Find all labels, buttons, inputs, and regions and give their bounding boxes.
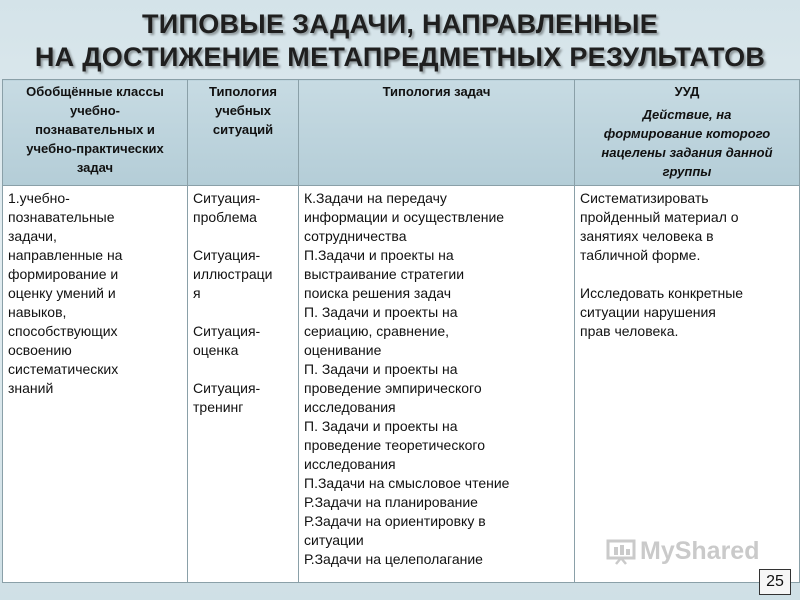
text-line: оценка (193, 342, 239, 358)
text-line: Ситуация- (193, 323, 261, 339)
text-line: формирование которого (603, 126, 771, 141)
text-line: Ситуация- (193, 380, 261, 396)
cell-task-class (3, 186, 188, 583)
text-line: выстраивание стратегии (304, 266, 465, 282)
table-header-row (3, 80, 800, 186)
text-line: Р.Задачи на целеполагание (304, 551, 483, 567)
text-line: Исследовать конкретные (580, 285, 744, 301)
text-line: систематических (8, 361, 119, 377)
text-line: поиска решения задач (304, 285, 452, 301)
text-line: информации и осуществление (304, 209, 505, 225)
text-line: оценку умений и (8, 285, 116, 301)
text-line: учебных (214, 103, 272, 118)
watermark-text: MyShared (640, 537, 760, 565)
text-line: П.Задачи и проекты на (304, 247, 454, 263)
text-line: ситуации нарушения (580, 304, 716, 320)
slide-title (0, 8, 800, 74)
cell-task-types-text (299, 186, 574, 572)
text-line: учебно- (70, 103, 120, 118)
text-line: формирование и (8, 266, 119, 282)
text-line: Обобщённые классы (26, 84, 164, 99)
text-line: задачи, (8, 228, 57, 244)
text-line: сериацию, сравнение, (304, 323, 450, 339)
header-uud-title: УУД (674, 84, 700, 99)
text-line: иллюстраци (193, 266, 273, 282)
text-line: проведение эмпирического (304, 380, 482, 396)
header-situation-typology-text (188, 80, 298, 141)
text-line: П.Задачи на смысловое чтение (304, 475, 510, 491)
text-line: направленные на (8, 247, 123, 263)
text-line: пройденный материал о (580, 209, 739, 225)
text-line: навыков, (8, 304, 67, 320)
text-line: нацелены задания данной (601, 145, 773, 160)
text-line: исследования (304, 399, 396, 415)
text-line: тренинг (193, 399, 244, 415)
text-line: ситуации (304, 532, 364, 548)
header-uud-subtitle (579, 105, 795, 181)
text-line: сотрудничества (304, 228, 407, 244)
cell-situation-types-text (188, 186, 298, 420)
text-line: Действие, на (642, 107, 732, 122)
text-line: Систематизировать (580, 190, 709, 206)
page-number: 25 (759, 569, 791, 595)
text-line: проблема (193, 209, 257, 225)
text-line: прав человека. (580, 323, 679, 339)
text-line: я (193, 285, 201, 301)
text-line: Типология (209, 84, 277, 99)
text-line: Р.Задачи на планирование (304, 494, 478, 510)
text-line: Ситуация- (193, 190, 261, 206)
text-line: табличной форме. (580, 247, 701, 263)
header-task-typology (299, 80, 575, 186)
text-line: К.Задачи на передачу (304, 190, 447, 206)
title-line-2: НА ДОСТИЖЕНИЕ МЕТАПРЕДМЕТНЫХ РЕЗУЛЬТАТОВ (34, 42, 766, 72)
text-line: 1.учебно- (8, 190, 70, 206)
text-line: освоению (8, 342, 72, 358)
text-line: оценивание (304, 342, 382, 358)
cell-uud-actions-text (575, 186, 799, 344)
text-line: знаний (8, 380, 54, 396)
text-line: задач (76, 160, 114, 175)
text-line: способствующих (8, 323, 118, 339)
text-line: Р.Задачи на ориентировку в (304, 513, 486, 529)
text-line: учебно-практических (26, 141, 164, 156)
text-line: ситуаций (212, 122, 274, 137)
text-line: П. Задачи и проекты на (304, 304, 458, 320)
text-line: познавательные (8, 209, 115, 225)
text-line: Ситуация- (193, 247, 261, 263)
table-row (3, 186, 800, 583)
cell-task-class-text (3, 186, 187, 401)
presentation-icon (606, 539, 636, 565)
text-line: группы (662, 164, 712, 179)
text-line: занятиях человека в (580, 228, 714, 244)
text-line: проведение теоретического (304, 437, 485, 453)
header-situation-typology (188, 80, 299, 186)
header-generalized-classes-text (3, 80, 187, 179)
title-line-1: ТИПОВЫЕ ЗАДАЧИ, НАПРАВЛЕННЫЕ (141, 9, 659, 39)
watermark (606, 537, 759, 566)
text-line: познавательных и (35, 122, 155, 137)
cell-situation-types (188, 186, 299, 583)
header-generalized-classes (3, 80, 188, 186)
header-task-typology-text (299, 80, 574, 103)
cell-uud-actions (575, 186, 800, 583)
cell-task-types (299, 186, 575, 583)
text-line: П. Задачи и проекты на (304, 361, 458, 377)
text-line: исследования (304, 456, 396, 472)
header-uud (575, 80, 800, 186)
tasks-table (2, 79, 800, 583)
text-line: Типология задач (382, 84, 491, 99)
text-line: П. Задачи и проекты на (304, 418, 458, 434)
